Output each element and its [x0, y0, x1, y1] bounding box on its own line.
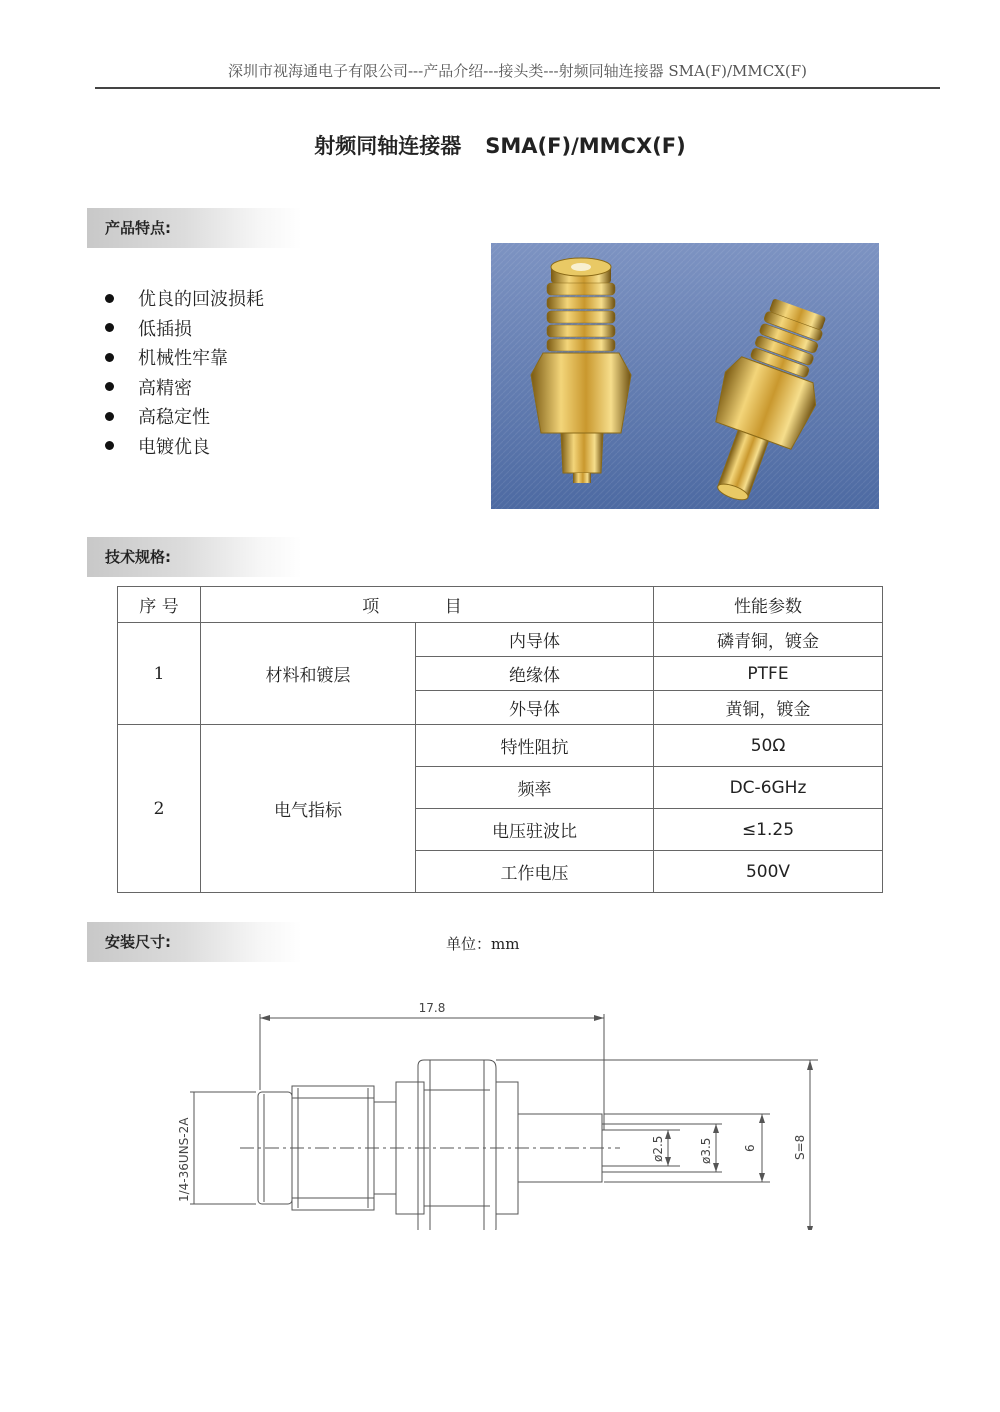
dim-d2-label: ø3.5 [699, 1137, 713, 1164]
feature-item: 高稳定性 [105, 403, 264, 433]
bullet-icon [105, 412, 114, 421]
section-install-label: 安装尺寸: [87, 922, 302, 962]
item-cell: 绝缘体 [416, 657, 654, 691]
item-cell: 工作电压 [416, 851, 654, 893]
bullet-icon [105, 382, 114, 391]
section-features-label: 产品特点: [87, 208, 302, 248]
feature-item: 高精密 [105, 374, 264, 404]
bullet-icon [105, 353, 114, 362]
bullet-icon [105, 441, 114, 450]
value-cell: 黄铜，镀金 [654, 691, 883, 725]
page-title [0, 130, 1000, 160]
dim-thread-label: 1/4-36UNS-2A [177, 1117, 191, 1202]
group-name: 电气指标 [201, 725, 416, 893]
section-specs-label: 技术规格: [87, 537, 302, 577]
header-item: 项 目 [201, 587, 654, 623]
header-rule [95, 87, 940, 89]
value-cell: 50Ω [654, 725, 883, 767]
header-param: 性能参数 [654, 587, 883, 623]
bullet-icon [105, 294, 114, 303]
bullet-icon [105, 323, 114, 332]
feature-item: 电镀优良 [105, 433, 264, 463]
title-cn: 射频同轴连接器 [314, 134, 462, 158]
page-header: 深圳市视海通电子有限公司---产品介绍---接头类---射频同轴连接器 SMA(F)/MMCX(F) [227, 62, 807, 80]
item-cell: 频率 [416, 767, 654, 809]
dim-d1-label: ø2.5 [651, 1135, 665, 1162]
value-cell: ≤1.25 [654, 809, 883, 851]
spec-table [117, 586, 883, 893]
dim-length-label: 17.8 [418, 1001, 446, 1015]
feature-item: 优良的回波损耗 [105, 285, 264, 315]
table-row [118, 623, 883, 657]
group-no: 1 [118, 623, 201, 725]
dim-d3-label: 6 [743, 1144, 757, 1152]
table-header-row [118, 587, 883, 623]
feature-list [105, 285, 264, 462]
value-cell: DC-6GHz [654, 767, 883, 809]
group-no: 2 [118, 725, 201, 893]
unit-label: 单位：mm [446, 935, 520, 953]
feature-item: 机械性牢靠 [105, 344, 264, 374]
item-cell: 外导体 [416, 691, 654, 725]
table-row [118, 725, 883, 767]
dim-hex-label: S=8 [793, 1134, 807, 1160]
value-cell: 500V [654, 851, 883, 893]
product-photo [491, 243, 879, 509]
item-cell: 特性阻抗 [416, 725, 654, 767]
item-cell: 电压驻波比 [416, 809, 654, 851]
item-cell: 内导体 [416, 623, 654, 657]
dimension-drawing [150, 990, 840, 1230]
group-name: 材料和镀层 [201, 623, 416, 725]
title-model: SMA(F)/MMCX(F) [485, 134, 686, 158]
feature-item: 低插损 [105, 315, 264, 345]
value-cell: 磷青铜，镀金 [654, 623, 883, 657]
header-no: 序 号 [118, 587, 201, 623]
value-cell: PTFE [654, 657, 883, 691]
